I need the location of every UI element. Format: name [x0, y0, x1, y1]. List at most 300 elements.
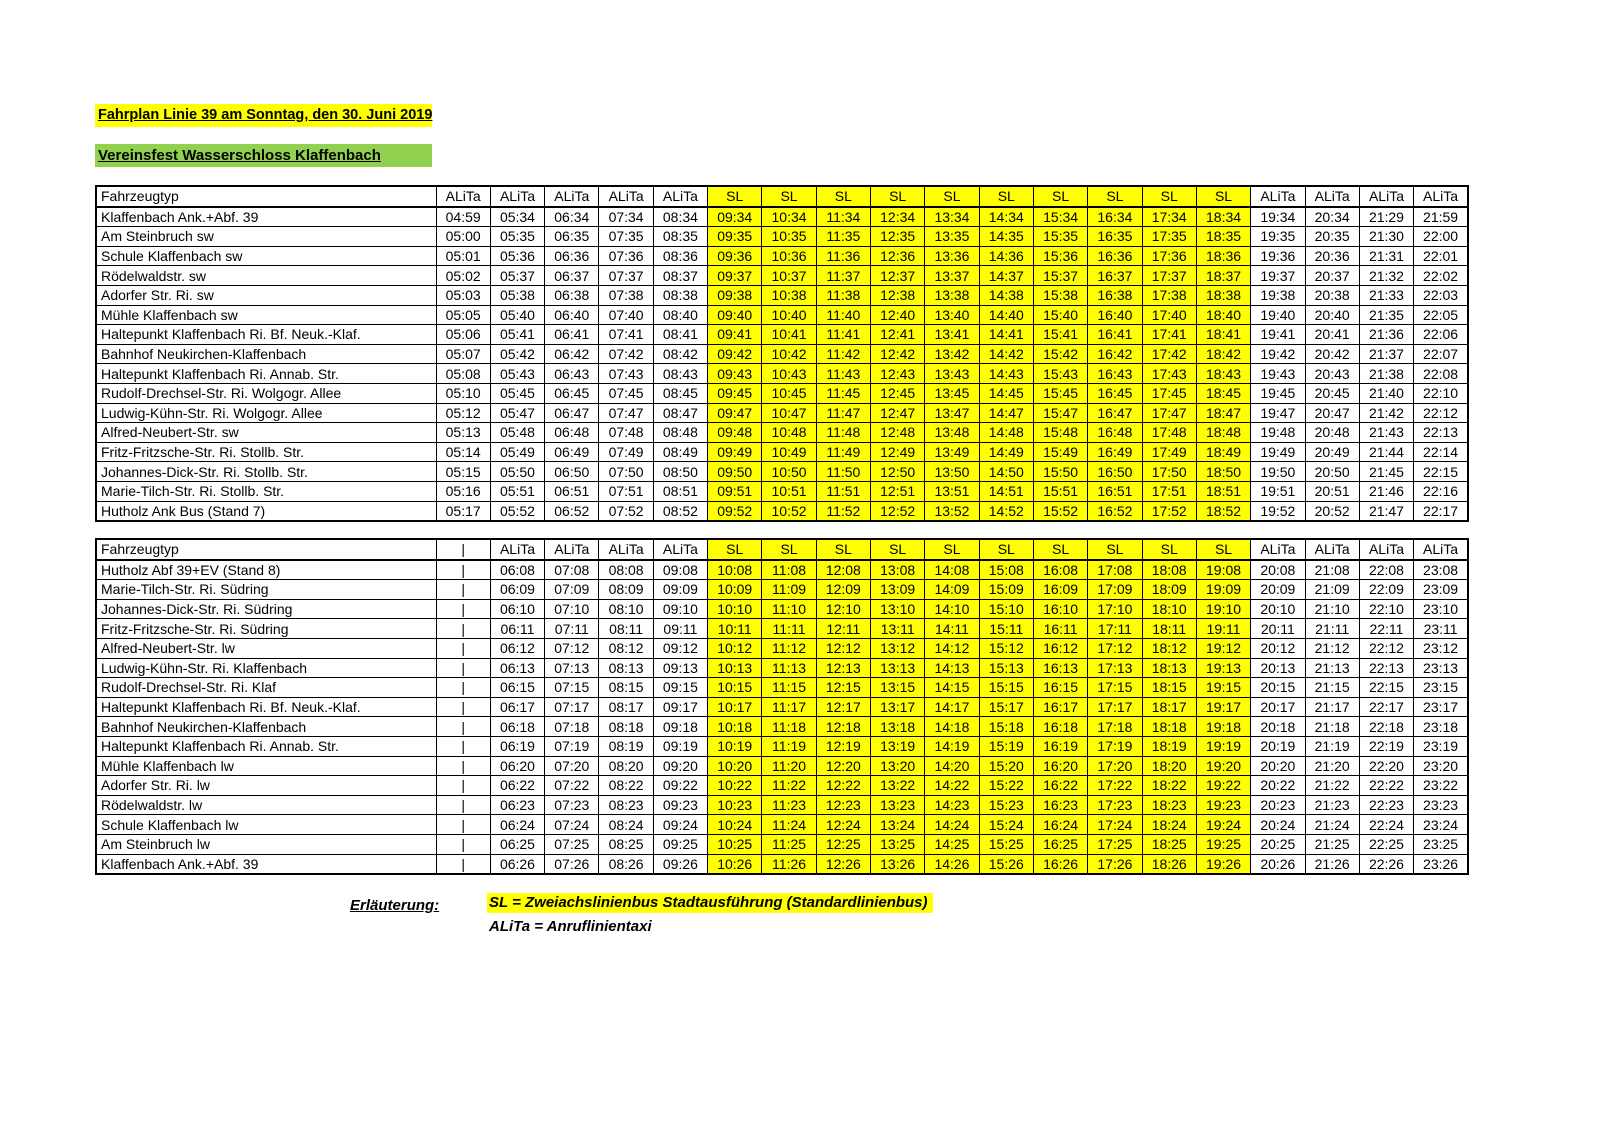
time-cell: 17:34 — [1142, 207, 1196, 227]
time-cell: 18:19 — [1142, 736, 1196, 756]
time-cell: 11:17 — [762, 697, 816, 717]
time-cell: 15:23 — [979, 795, 1033, 815]
time-cell: 05:35 — [490, 227, 544, 247]
time-cell: 21:10 — [1305, 599, 1359, 619]
time-cell: 19:22 — [1196, 776, 1250, 796]
time-cell: 05:52 — [490, 501, 544, 521]
time-cell: 16:22 — [1033, 776, 1087, 796]
column-header-alita: ALiTa — [1305, 539, 1359, 560]
time-cell: 07:08 — [545, 560, 599, 580]
time-cell: 14:22 — [925, 776, 979, 796]
time-cell: 10:34 — [762, 207, 816, 227]
time-cell: 13:11 — [871, 619, 925, 639]
table-row — [96, 442, 1468, 462]
time-cell: 09:49 — [708, 442, 762, 462]
time-cell: 22:07 — [1414, 344, 1468, 364]
time-cell: 17:26 — [1088, 854, 1142, 874]
stop-name: Adorfer Str. Ri. sw — [96, 285, 436, 305]
time-cell: 08:40 — [653, 305, 707, 325]
time-cell: 08:20 — [599, 756, 653, 776]
time-cell: 10:17 — [708, 697, 762, 717]
time-cell: 17:19 — [1088, 736, 1142, 756]
time-cell: 08:26 — [599, 854, 653, 874]
stop-name: Johannes-Dick-Str. Ri. Stollb. Str. — [96, 462, 436, 482]
time-cell: 08:45 — [653, 383, 707, 403]
table-row — [96, 795, 1468, 815]
time-cell: 14:38 — [979, 285, 1033, 305]
time-cell: 14:47 — [979, 403, 1033, 423]
time-cell: 13:52 — [925, 501, 979, 521]
time-cell: 05:48 — [490, 423, 544, 443]
time-cell: 23:22 — [1414, 776, 1468, 796]
time-cell: 23:24 — [1414, 815, 1468, 835]
time-cell: 15:26 — [979, 854, 1033, 874]
time-cell: 20:37 — [1305, 266, 1359, 286]
column-header-alita: ALiTa — [1414, 539, 1468, 560]
time-cell: 17:42 — [1142, 344, 1196, 364]
time-cell: 11:22 — [762, 776, 816, 796]
time-cell: 06:52 — [545, 501, 599, 521]
legend-item-alita: ALiTa = Anruflinientaxi — [489, 918, 652, 935]
time-cell: 15:50 — [1033, 462, 1087, 482]
column-header-alita: ALiTa — [653, 539, 707, 560]
time-cell: 23:25 — [1414, 834, 1468, 854]
time-cell: 09:36 — [708, 246, 762, 266]
time-cell: 06:43 — [545, 364, 599, 384]
time-cell: 12:20 — [816, 756, 870, 776]
time-cell: 10:36 — [762, 246, 816, 266]
time-cell: 14:10 — [925, 599, 979, 619]
time-cell: 17:17 — [1088, 697, 1142, 717]
stop-name: Am Steinbruch sw — [96, 227, 436, 247]
column-header-sl: SL — [1142, 539, 1196, 560]
time-cell: 21:25 — [1305, 834, 1359, 854]
time-cell: 17:20 — [1088, 756, 1142, 776]
time-cell: 16:12 — [1033, 638, 1087, 658]
time-cell: 18:08 — [1142, 560, 1196, 580]
time-cell: 16:37 — [1088, 266, 1142, 286]
time-cell: 13:22 — [871, 776, 925, 796]
time-cell: 13:13 — [871, 658, 925, 678]
stop-name: Haltepunkt Klaffenbach Ri. Annab. Str. — [96, 736, 436, 756]
time-cell: 13:45 — [925, 383, 979, 403]
time-cell: 17:12 — [1088, 638, 1142, 658]
time-cell: 18:51 — [1196, 481, 1250, 501]
time-cell: 15:43 — [1033, 364, 1087, 384]
time-cell: 15:35 — [1033, 227, 1087, 247]
time-cell: 10:41 — [762, 325, 816, 345]
time-cell: 08:48 — [653, 423, 707, 443]
table-row — [96, 403, 1468, 423]
time-cell: 08:35 — [653, 227, 707, 247]
timetable-hutholz-to-klaffenbach — [95, 538, 1469, 875]
time-cell: 10:50 — [762, 462, 816, 482]
time-cell: 10:10 — [708, 599, 762, 619]
time-cell: 15:34 — [1033, 207, 1087, 227]
time-cell: 19:15 — [1196, 678, 1250, 698]
time-cell: 18:52 — [1196, 501, 1250, 521]
time-cell: 22:23 — [1359, 795, 1413, 815]
table-row — [96, 462, 1468, 482]
column-header-sl: SL — [708, 186, 762, 207]
table-row — [96, 501, 1468, 521]
time-cell: 10:40 — [762, 305, 816, 325]
time-cell: 20:25 — [1251, 834, 1305, 854]
time-cell: 19:47 — [1251, 403, 1305, 423]
table-row — [96, 854, 1468, 874]
table-row — [96, 364, 1468, 384]
time-cell: 20:11 — [1251, 619, 1305, 639]
time-cell: 15:08 — [979, 560, 1033, 580]
time-cell: 12:49 — [871, 442, 925, 462]
time-cell: 23:17 — [1414, 697, 1468, 717]
time-cell: 23:26 — [1414, 854, 1468, 874]
time-cell: 10:24 — [708, 815, 762, 835]
table-row — [96, 815, 1468, 835]
time-cell: 22:00 — [1414, 227, 1468, 247]
stop-name: Adorfer Str. Ri. lw — [96, 776, 436, 796]
time-cell: 13:19 — [871, 736, 925, 756]
time-cell: 18:45 — [1196, 383, 1250, 403]
time-cell: 22:15 — [1414, 462, 1468, 482]
time-cell: 10:38 — [762, 285, 816, 305]
time-cell: 09:50 — [708, 462, 762, 482]
time-cell: 21:12 — [1305, 638, 1359, 658]
time-cell: 08:18 — [599, 717, 653, 737]
time-cell: 22:06 — [1414, 325, 1468, 345]
no-service-cell: | — [436, 638, 490, 658]
time-cell: 12:15 — [816, 678, 870, 698]
time-cell: 17:15 — [1088, 678, 1142, 698]
column-header-sl: SL — [708, 539, 762, 560]
time-cell: 22:17 — [1414, 501, 1468, 521]
time-cell: 18:40 — [1196, 305, 1250, 325]
time-cell: 16:10 — [1033, 599, 1087, 619]
time-cell: 15:19 — [979, 736, 1033, 756]
time-cell: 20:49 — [1305, 442, 1359, 462]
stop-name: Schule Klaffenbach sw — [96, 246, 436, 266]
time-cell: 08:52 — [653, 501, 707, 521]
time-cell: 14:26 — [925, 854, 979, 874]
time-cell: 16:50 — [1088, 462, 1142, 482]
stop-name: Ludwig-Kühn-Str. Ri. Klaffenbach — [96, 658, 436, 678]
column-header-sl: SL — [816, 539, 870, 560]
table-row — [96, 717, 1468, 737]
time-cell: 12:23 — [816, 795, 870, 815]
time-cell: 11:36 — [816, 246, 870, 266]
time-cell: 11:47 — [816, 403, 870, 423]
time-cell: 09:51 — [708, 481, 762, 501]
time-cell: 08:41 — [653, 325, 707, 345]
time-cell: 11:08 — [762, 560, 816, 580]
time-cell: 16:41 — [1088, 325, 1142, 345]
time-cell: 21:24 — [1305, 815, 1359, 835]
time-cell: 22:09 — [1359, 580, 1413, 600]
time-cell: 14:09 — [925, 580, 979, 600]
time-cell: 05:50 — [490, 462, 544, 482]
time-cell: 21:46 — [1359, 481, 1413, 501]
column-header-sl: SL — [979, 539, 1033, 560]
time-cell: 14:40 — [979, 305, 1033, 325]
time-cell: 09:40 — [708, 305, 762, 325]
time-cell: 12:47 — [871, 403, 925, 423]
stop-name: Haltepunkt Klaffenbach Ri. Bf. Neuk.-Klaf. — [96, 697, 436, 717]
time-cell: 22:17 — [1359, 697, 1413, 717]
time-cell: 08:36 — [653, 246, 707, 266]
time-cell: 13:51 — [925, 481, 979, 501]
time-cell: 19:52 — [1251, 501, 1305, 521]
time-cell: 13:09 — [871, 580, 925, 600]
time-cell: 16:09 — [1033, 580, 1087, 600]
time-cell: 23:23 — [1414, 795, 1468, 815]
time-cell: 22:10 — [1359, 599, 1413, 619]
time-cell: 16:43 — [1088, 364, 1142, 384]
time-cell: 14:37 — [979, 266, 1033, 286]
stop-name: Haltepunkt Klaffenbach Ri. Bf. Neuk.-Klaf. — [96, 325, 436, 345]
time-cell: 11:42 — [816, 344, 870, 364]
time-cell: 16:15 — [1033, 678, 1087, 698]
time-cell: 13:34 — [925, 207, 979, 227]
time-cell: 17:47 — [1142, 403, 1196, 423]
time-cell: 08:09 — [599, 580, 653, 600]
time-cell: 06:40 — [545, 305, 599, 325]
time-cell: 08:13 — [599, 658, 653, 678]
time-cell: 18:37 — [1196, 266, 1250, 286]
time-cell: 21:15 — [1305, 678, 1359, 698]
time-cell: 11:45 — [816, 383, 870, 403]
time-cell: 07:23 — [545, 795, 599, 815]
time-cell: 18:24 — [1142, 815, 1196, 835]
time-cell: 13:49 — [925, 442, 979, 462]
column-header-alita: ALiTa — [1359, 539, 1413, 560]
time-cell: 23:13 — [1414, 658, 1468, 678]
time-cell: 19:18 — [1196, 717, 1250, 737]
time-cell: 13:36 — [925, 246, 979, 266]
time-cell: 18:34 — [1196, 207, 1250, 227]
time-cell: 23:15 — [1414, 678, 1468, 698]
time-cell: 09:17 — [653, 697, 707, 717]
time-cell: 22:18 — [1359, 717, 1413, 737]
time-cell: 17:35 — [1142, 227, 1196, 247]
time-cell: 16:51 — [1088, 481, 1142, 501]
time-cell: 18:38 — [1196, 285, 1250, 305]
time-cell: 15:25 — [979, 834, 1033, 854]
time-cell: 19:49 — [1251, 442, 1305, 462]
column-header-sl: SL — [871, 186, 925, 207]
time-cell: 08:42 — [653, 344, 707, 364]
time-cell: 21:23 — [1305, 795, 1359, 815]
time-cell: 06:35 — [545, 227, 599, 247]
time-cell: 07:37 — [599, 266, 653, 286]
time-cell: 12:13 — [816, 658, 870, 678]
time-cell: 20:42 — [1305, 344, 1359, 364]
time-cell: 08:10 — [599, 599, 653, 619]
column-header-fahrzeugtyp: Fahrzeugtyp — [96, 186, 436, 207]
time-cell: 11:24 — [762, 815, 816, 835]
time-cell: 17:48 — [1142, 423, 1196, 443]
time-cell: 09:20 — [653, 756, 707, 776]
time-cell: 07:26 — [545, 854, 599, 874]
stop-name: Hutholz Ank Bus (Stand 7) — [96, 501, 436, 521]
time-cell: 19:09 — [1196, 580, 1250, 600]
time-cell: 11:12 — [762, 638, 816, 658]
time-cell: 06:50 — [545, 462, 599, 482]
time-cell: 06:18 — [490, 717, 544, 737]
time-cell: 11:20 — [762, 756, 816, 776]
time-cell: 20:12 — [1251, 638, 1305, 658]
table-row — [96, 736, 1468, 756]
column-header-alita: ALiTa — [653, 186, 707, 207]
time-cell: 17:41 — [1142, 325, 1196, 345]
time-cell: 08:25 — [599, 834, 653, 854]
time-cell: 20:20 — [1251, 756, 1305, 776]
time-cell: 11:18 — [762, 717, 816, 737]
time-cell: 10:25 — [708, 834, 762, 854]
time-cell: 07:36 — [599, 246, 653, 266]
time-cell: 06:19 — [490, 736, 544, 756]
timetable-klaffenbach-to-hutholz — [95, 185, 1469, 522]
no-service-cell: | — [436, 658, 490, 678]
time-cell: 14:49 — [979, 442, 1033, 462]
time-cell: 16:36 — [1088, 246, 1142, 266]
time-cell: 10:13 — [708, 658, 762, 678]
time-cell: 15:36 — [1033, 246, 1087, 266]
time-cell: 10:09 — [708, 580, 762, 600]
time-cell: 19:36 — [1251, 246, 1305, 266]
stop-name: Bahnhof Neukirchen-Klaffenbach — [96, 717, 436, 737]
time-cell: 13:23 — [871, 795, 925, 815]
time-cell: 22:19 — [1359, 736, 1413, 756]
time-cell: 17:25 — [1088, 834, 1142, 854]
time-cell: 07:52 — [599, 501, 653, 521]
column-header-alita: ALiTa — [599, 539, 653, 560]
table-row — [96, 207, 1468, 227]
column-header-sl: SL — [1088, 186, 1142, 207]
time-cell: 18:09 — [1142, 580, 1196, 600]
time-cell: 20:47 — [1305, 403, 1359, 423]
time-cell: 10:51 — [762, 481, 816, 501]
time-cell: 09:48 — [708, 423, 762, 443]
no-service-cell: | — [436, 756, 490, 776]
time-cell: 18:47 — [1196, 403, 1250, 423]
time-cell: 09:10 — [653, 599, 707, 619]
time-cell: 05:40 — [490, 305, 544, 325]
time-cell: 09:45 — [708, 383, 762, 403]
time-cell: 09:18 — [653, 717, 707, 737]
column-header-alita: ALiTa — [1359, 186, 1413, 207]
time-cell: 06:10 — [490, 599, 544, 619]
time-cell: 14:24 — [925, 815, 979, 835]
time-cell: 17:13 — [1088, 658, 1142, 678]
table-row — [96, 678, 1468, 698]
column-header-sl: SL — [1196, 539, 1250, 560]
time-cell: 13:40 — [925, 305, 979, 325]
time-cell: 21:45 — [1359, 462, 1413, 482]
time-cell: 16:19 — [1033, 736, 1087, 756]
time-cell: 22:16 — [1414, 481, 1468, 501]
time-cell: 12:11 — [816, 619, 870, 639]
time-cell: 16:49 — [1088, 442, 1142, 462]
time-cell: 15:37 — [1033, 266, 1087, 286]
time-cell: 15:41 — [1033, 325, 1087, 345]
time-cell: 18:10 — [1142, 599, 1196, 619]
time-cell: 06:42 — [545, 344, 599, 364]
time-cell: 05:02 — [436, 266, 490, 286]
time-cell: 05:06 — [436, 325, 490, 345]
time-cell: 21:09 — [1305, 580, 1359, 600]
time-cell: 05:17 — [436, 501, 490, 521]
time-cell: 23:20 — [1414, 756, 1468, 776]
time-cell: 08:15 — [599, 678, 653, 698]
time-cell: 14:52 — [979, 501, 1033, 521]
table-row — [96, 325, 1468, 345]
time-cell: 10:47 — [762, 403, 816, 423]
time-cell: 11:49 — [816, 442, 870, 462]
time-cell: 11:11 — [762, 619, 816, 639]
time-cell: 04:59 — [436, 207, 490, 227]
time-cell: 21:17 — [1305, 697, 1359, 717]
time-cell: 22:08 — [1414, 364, 1468, 384]
time-cell: 19:24 — [1196, 815, 1250, 835]
time-cell: 18:50 — [1196, 462, 1250, 482]
column-header-sl: SL — [1033, 539, 1087, 560]
time-cell: 10:37 — [762, 266, 816, 286]
time-cell: 08:17 — [599, 697, 653, 717]
time-cell: 11:51 — [816, 481, 870, 501]
time-cell: 18:22 — [1142, 776, 1196, 796]
time-cell: 18:18 — [1142, 717, 1196, 737]
time-cell: 15:49 — [1033, 442, 1087, 462]
time-cell: 14:48 — [979, 423, 1033, 443]
time-cell: 06:51 — [545, 481, 599, 501]
stop-name: Johannes-Dick-Str. Ri. Südring — [96, 599, 436, 619]
time-cell: 05:03 — [436, 285, 490, 305]
time-cell: 13:38 — [925, 285, 979, 305]
column-header-alita: ALiTa — [599, 186, 653, 207]
time-cell: 20:41 — [1305, 325, 1359, 345]
column-header-alita: ALiTa — [1251, 539, 1305, 560]
time-cell: 22:13 — [1359, 658, 1413, 678]
time-cell: 17:23 — [1088, 795, 1142, 815]
time-cell: 12:24 — [816, 815, 870, 835]
table-row — [96, 305, 1468, 325]
time-cell: 21:35 — [1359, 305, 1413, 325]
time-cell: 08:43 — [653, 364, 707, 384]
column-header-alita: ALiTa — [490, 186, 544, 207]
time-cell: 07:19 — [545, 736, 599, 756]
time-cell: 08:47 — [653, 403, 707, 423]
time-cell: 21:44 — [1359, 442, 1413, 462]
time-cell: 17:51 — [1142, 481, 1196, 501]
time-cell: 16:52 — [1088, 501, 1142, 521]
no-service-cell: | — [436, 834, 490, 854]
time-cell: 12:25 — [816, 834, 870, 854]
time-cell: 20:18 — [1251, 717, 1305, 737]
time-cell: 06:25 — [490, 834, 544, 854]
time-cell: 15:13 — [979, 658, 1033, 678]
time-cell: 15:15 — [979, 678, 1033, 698]
table-row — [96, 227, 1468, 247]
time-cell: 08:24 — [599, 815, 653, 835]
time-cell: 05:01 — [436, 246, 490, 266]
time-cell: 09:11 — [653, 619, 707, 639]
time-cell: 22:25 — [1359, 834, 1413, 854]
time-cell: 05:05 — [436, 305, 490, 325]
time-cell: 13:24 — [871, 815, 925, 835]
time-cell: 07:34 — [599, 207, 653, 227]
time-cell: 10:11 — [708, 619, 762, 639]
time-cell: 14:12 — [925, 638, 979, 658]
